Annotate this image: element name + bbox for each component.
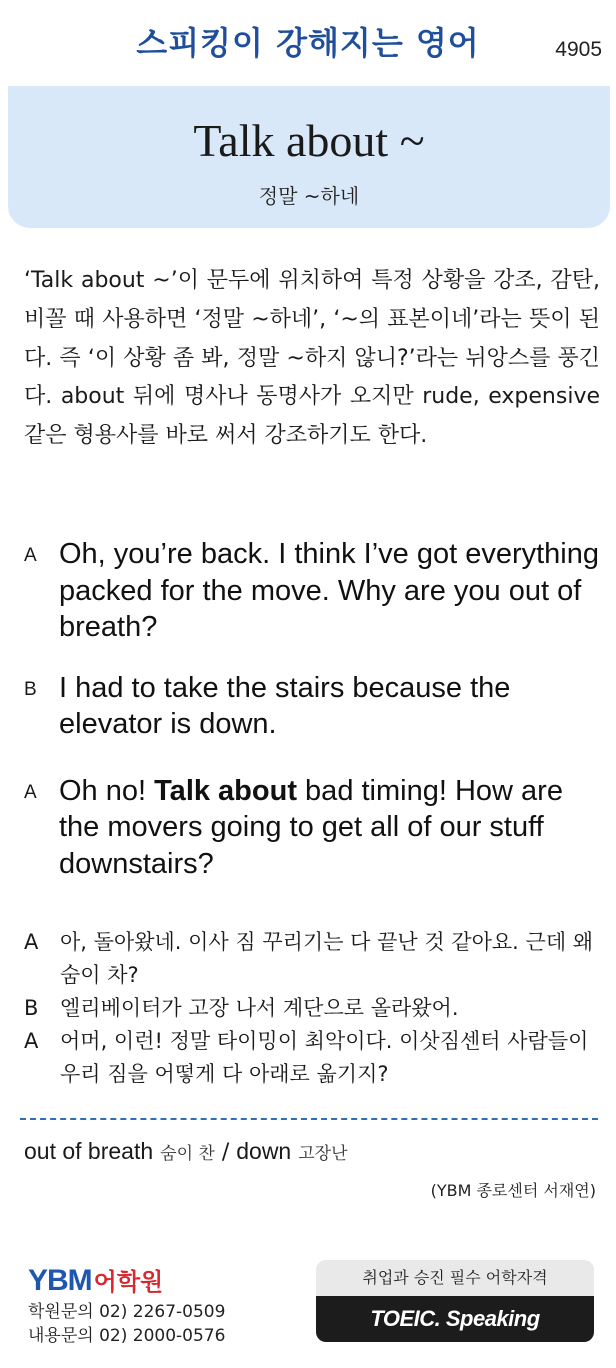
- translation: [24, 926, 604, 1091]
- translation-row: [24, 926, 604, 992]
- dialogue-line: Oh, you’re back. I think I’ve got everything packed for the move. Why are you out of breath?: [59, 538, 599, 643]
- vocab-term: down: [236, 1138, 292, 1164]
- vocab-meaning: 고장난: [298, 1144, 348, 1164]
- vocab-separator: /: [214, 1140, 237, 1165]
- header: [0, 0, 616, 86]
- dialogue-line: [59, 773, 604, 883]
- issue-number: 4905: [555, 38, 602, 61]
- academy-contact: 학원문의 02) 2267-0509: [28, 1302, 226, 1322]
- speaker-label: B: [24, 996, 39, 1020]
- contact-info: [28, 1300, 225, 1348]
- highlighted-phrase: Talk about: [154, 774, 297, 807]
- dialogue-text: bad timing! How are the movers going to get all of our stuff downstairs?: [59, 774, 563, 880]
- logo-sub: 어학원: [93, 1268, 164, 1296]
- toeic-promo-badge: [316, 1260, 594, 1342]
- toeic-speaking-logo: TOEIC. Speaking: [316, 1296, 594, 1342]
- promo-caption: 취업과 승진 필수 어학자격: [316, 1260, 594, 1296]
- speaker-label: A: [24, 545, 37, 566]
- translation-text: 엘리베이터가 고장 나서 계단으로 올라왔어.: [60, 996, 459, 1020]
- speaker-label: A: [24, 1029, 39, 1053]
- dialogue-turn: [24, 670, 604, 743]
- dialogue-text: Oh no!: [59, 774, 155, 807]
- dialogue-turn: [24, 536, 604, 646]
- speaker-label: A: [24, 930, 39, 954]
- key-phrase: Talk about ~: [193, 115, 425, 166]
- vocab-term: out of breath: [24, 1138, 154, 1164]
- vocab-meaning: 숨이 찬: [160, 1144, 215, 1164]
- content-contact: 내용문의 02) 2000-0576: [28, 1326, 226, 1346]
- dialogue-turn: [24, 773, 604, 883]
- explanation-paragraph: ‘Talk about ~’이 문두에 위치하여 특정 상황을 강조, 감탄, 비꼴 때 사용하면 ‘정말 ~하네’, ‘~의 표본이네’라는 뜻이 된다. 즉 ‘이 상황 좀 봐, 정말 ~하지 않니?’라는 뉘앙스를 풍긴다. about 뒤에 명사나 동명사가 오지만 rude, expensive 같은 형용사를 바로 써서 강조하기도 한다.: [24, 268, 600, 449]
- author-credit: (YBM 종로센터 서재연): [430, 1181, 596, 1200]
- speaker-label: B: [24, 678, 37, 700]
- phrase-meaning: 정말 ~하네: [258, 184, 360, 208]
- translation-text: 어머, 이런! 정말 타이밍이 최악이다. 이삿짐센터 사람들이 우리 짐을 어떻게 다 아래로 옮기지?: [60, 1029, 589, 1086]
- dialogue: [24, 536, 604, 906]
- dialogue-line: I had to take the stairs because the elevator is down.: [59, 671, 511, 740]
- ybm-logo: [28, 1262, 163, 1298]
- dashed-divider: [20, 1118, 598, 1120]
- logo-main: YBM: [28, 1264, 92, 1297]
- speaker-label: A: [24, 781, 37, 803]
- translation-row: [24, 1025, 604, 1091]
- translation-text: 아, 돌아왔네. 이사 짐 꾸리기는 다 끝난 것 같아요. 근데 왜 숨이 차?: [60, 930, 594, 987]
- vocabulary-line: [24, 1138, 348, 1165]
- series-title: 스피킹이 강해지는 영어: [136, 24, 480, 62]
- translation-row: [24, 992, 604, 1025]
- phrase-banner: [8, 86, 610, 228]
